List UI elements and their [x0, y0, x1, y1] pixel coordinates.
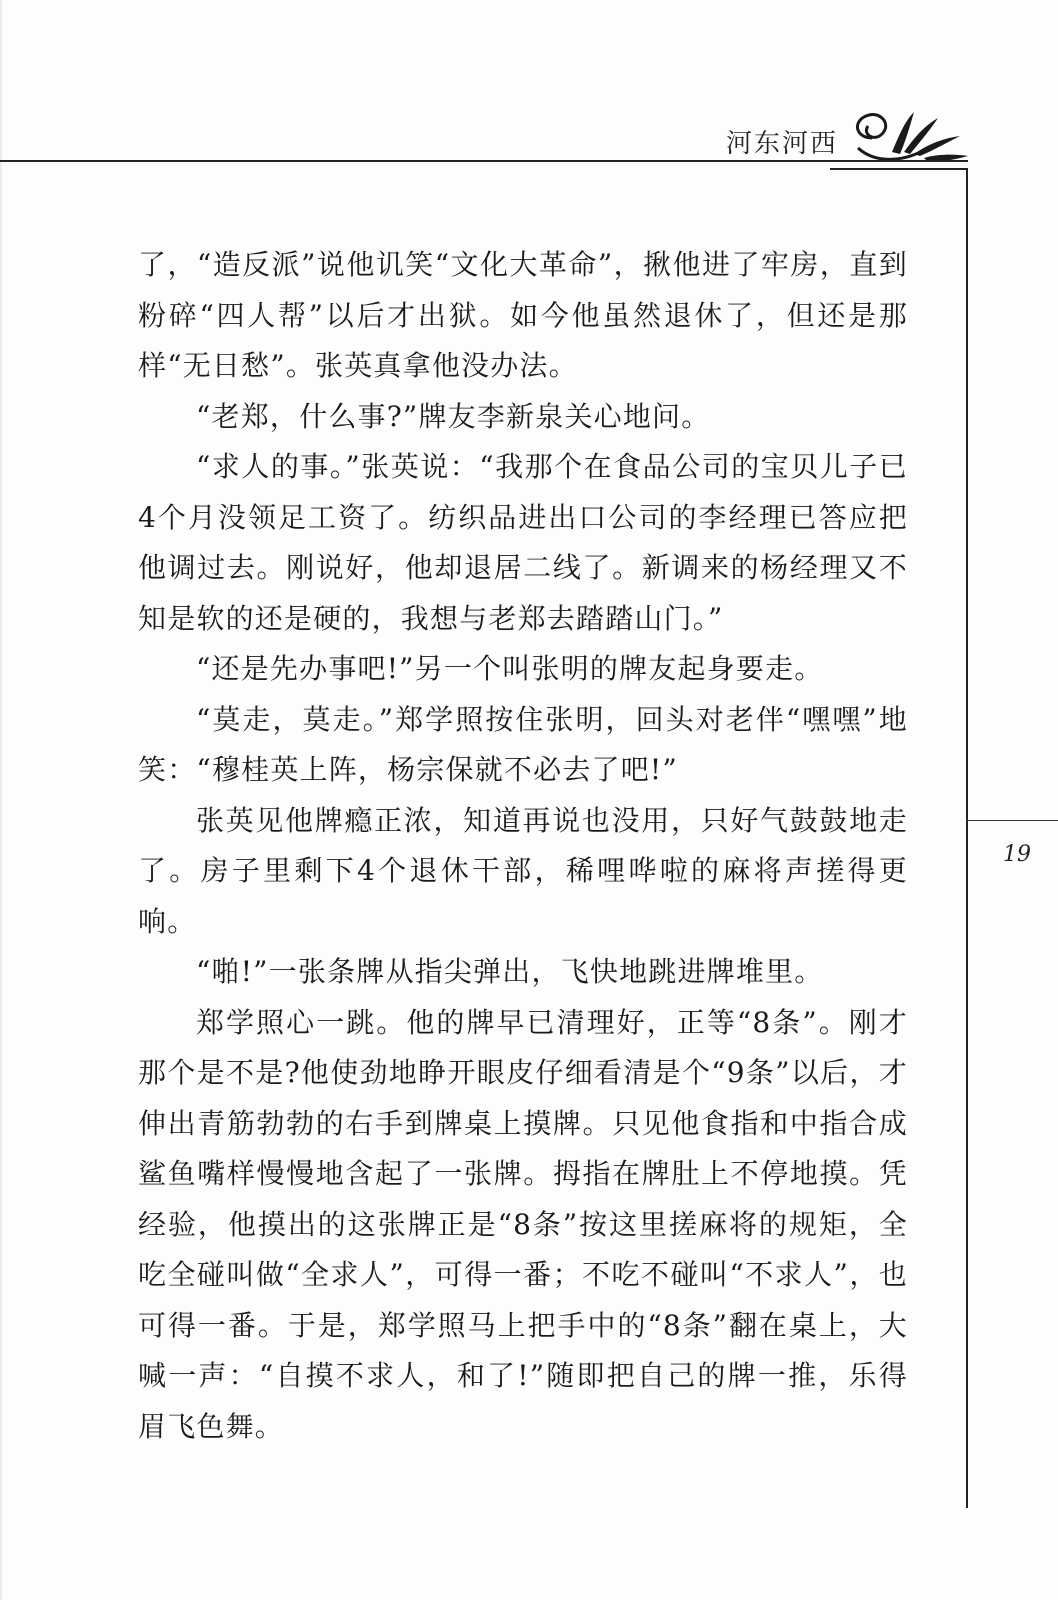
- scan-edge: [0, 0, 3, 1600]
- frame-top-rule: [830, 168, 968, 170]
- paragraph: “莫走，莫走。”郑学照按住张明，回头对老伴“嘿嘿”地笑：“穆桂英上阵，杨宗保就不必去了吧!”: [138, 702, 908, 786]
- frame-right-rule: [966, 168, 968, 1508]
- running-head-title: 河东河西: [726, 129, 839, 159]
- paragraph: 了，“造反派”说他讥笑“文化大革命”，揪他进了牢房，直到粉碎“四人帮”以后才出狱。如今他虽然退休了，但还是那样“无日愁”。张英真拿他没办法。: [138, 248, 908, 382]
- swirl-ornament-icon: [848, 108, 970, 168]
- page-header: [0, 0, 1058, 200]
- paragraph: “啪!”一张条牌从指尖弹出，飞快地跳进牌堆里。: [196, 955, 824, 988]
- page-number-rule: [966, 820, 1058, 821]
- body-text: [138, 240, 908, 1452]
- header-rule: [0, 160, 968, 162]
- page-number: 19: [1003, 842, 1031, 867]
- paragraph: “老郑，什么事?”牌友李新泉关心地问。: [196, 399, 711, 433]
- paragraph: “求人的事。”张英说：“我那个在食品公司的宝贝儿子已4个月没领足工资了。纺织品进出口公司的李经理已答应把他调过去。刚说好，他却退居二线了。新调来的杨经理又不知是软的还是硬的，我想与老郑去踏踏山门。”: [138, 450, 908, 635]
- paragraph: 张英见他牌瘾正浓，知道再说也没用，只好气鼓鼓地走了。房子里剩下4个退休干部，稀哩哗啦的麻将声搓得更响。: [138, 803, 908, 938]
- paragraph: 郑学照心一跳。他的牌早已清理好，正等“8条”。刚才那个是不是?他使劲地睁开眼皮仔细看清是个“9条”以后，才伸出青筋勃勃的右手到牌桌上摸牌。只见他食指和中指合成鲨鱼嘴样慢慢地含起了一张牌。拇指在牌肚上不停地摸。凭经验，他摸出的这张牌正是“8条”按这里搓麻将的规矩，全吃全碰叫做“全求人”，可得一番；不吃不碰叫“不求人”，也可得一番。于是，郑学照马上把手中的“8条”翻在桌上，大喊一声：“自摸不求人，和了!”随即把自己的牌一推，乐得眉飞色舞。: [138, 1005, 908, 1443]
- paragraph: “还是先办事吧!”另一个叫张明的牌友起身要走。: [196, 652, 824, 685]
